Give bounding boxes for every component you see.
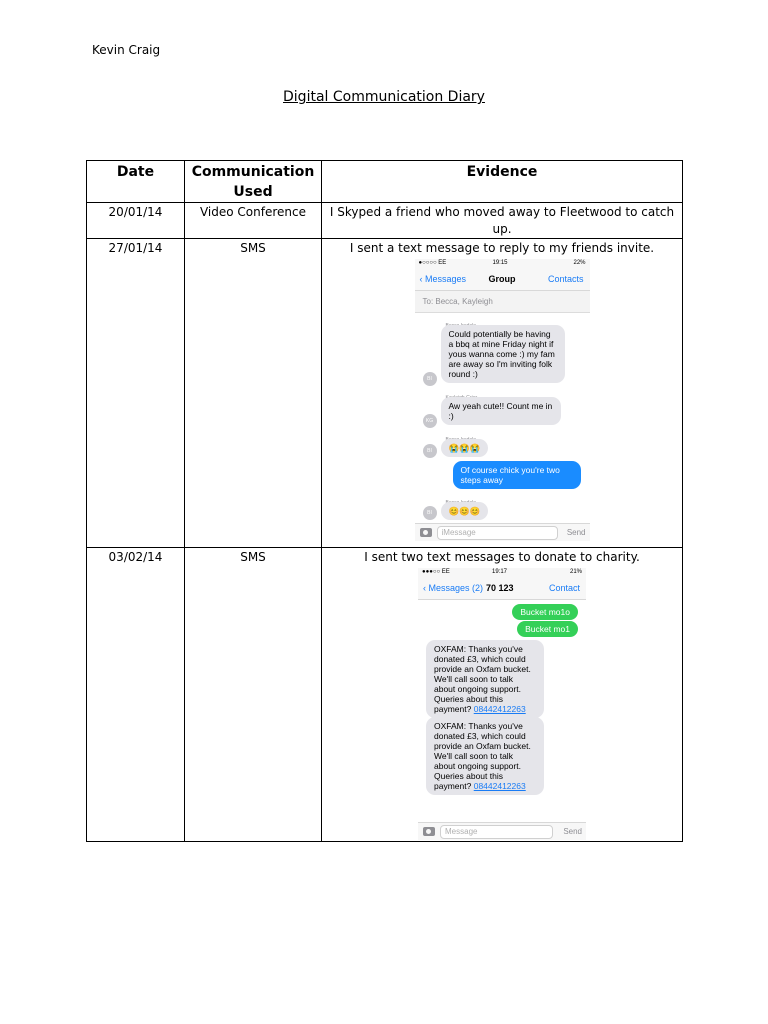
message-bubble: OXFAM: Thanks you've donated £3, which could provide an Oxfam bucket. We'll call soon to talk about ongoing support. Queries about this payment? 08442412263	[426, 640, 544, 718]
nav-bar	[415, 268, 590, 291]
header-communication: Communication Used	[185, 161, 322, 203]
author-name: Kevin Craig	[92, 43, 161, 57]
status-bar	[415, 259, 590, 268]
row-date: 03/02/14	[87, 548, 185, 842]
message-input[interactable]: iMessage	[437, 526, 558, 540]
table-header-row	[87, 161, 683, 203]
battery-level: 22%	[573, 260, 586, 266]
message-bubble: 😊😊😊	[441, 502, 489, 520]
contacts-button[interactable]: Contacts	[547, 274, 584, 284]
avatar: BI	[423, 444, 437, 458]
phone-link[interactable]: 08442412263	[473, 704, 526, 714]
camera-icon[interactable]	[420, 528, 432, 537]
row-method: SMS	[185, 239, 322, 548]
row-evidence: I sent two text messages to donate to charity.	[364, 550, 640, 564]
status-time: 19:15	[492, 260, 508, 266]
carrier-signal: ●●●○○ EE	[422, 569, 450, 575]
message-bubble: Bucket mo1o	[512, 604, 578, 620]
back-button[interactable]: ‹ Messages (2)	[423, 583, 484, 593]
message-bubble: Aw yeah cute!! Count me in :)	[441, 397, 561, 425]
chevron-left-icon: ‹	[423, 583, 429, 593]
row-method: Video Conference	[185, 203, 322, 239]
row-evidence: I sent a text message to reply to my friends invite.	[349, 241, 655, 255]
status-time: 19:17	[492, 569, 508, 575]
send-button[interactable]: Send	[563, 827, 582, 836]
back-button[interactable]: ‹ Messages	[419, 274, 467, 284]
table-row	[87, 548, 683, 842]
chevron-left-icon: ‹	[419, 274, 425, 284]
camera-icon[interactable]	[423, 827, 435, 836]
status-bar	[418, 568, 586, 577]
row-date: 20/01/14	[87, 203, 185, 239]
row-evidence-cell	[322, 548, 683, 842]
header-evidence: Evidence	[322, 161, 683, 203]
header-date: Date	[87, 161, 185, 203]
row-method: SMS	[185, 548, 322, 842]
message-bubble: Could potentially be having a bbq at mine Friday night if yous wanna come :) my fam are away so I'm inviting folk round :)	[441, 325, 565, 383]
row-date: 27/01/14	[87, 239, 185, 548]
carrier-signal: ●○○○○ EE	[418, 260, 447, 266]
avatar: KG	[423, 414, 437, 428]
message-bubble: 😭😭😭	[441, 439, 489, 457]
group-chat-screenshot	[415, 259, 590, 541]
table-row	[87, 239, 683, 548]
avatar: BI	[423, 506, 437, 520]
nav-bar	[418, 577, 586, 600]
conversation-title: 70 123	[486, 583, 514, 593]
compose-bar	[418, 822, 586, 840]
message-bubble: Of course chick you're two steps away	[453, 461, 581, 489]
avatar: BI	[423, 372, 437, 386]
recipients-field: To: Becca, Kayleigh	[415, 291, 590, 313]
message-bubble: OXFAM: Thanks you've donated £3, which could provide an Oxfam bucket. We'll call soon to talk about ongoing support. Queries about this payment? 08442412263	[426, 717, 544, 795]
row-evidence: I Skyped a friend who moved away to Fleetwood to catch up.	[322, 203, 683, 239]
compose-bar	[415, 523, 590, 541]
message-bubble: Bucket mo1	[517, 621, 578, 637]
charity-sms-screenshot	[418, 568, 586, 840]
table-row	[87, 203, 683, 239]
document-title: Digital Communication Diary	[283, 89, 485, 105]
message-input[interactable]: Message	[440, 825, 553, 839]
row-evidence-cell	[322, 239, 683, 548]
battery-level: 21%	[569, 569, 582, 575]
send-button[interactable]: Send	[566, 528, 586, 537]
phone-link[interactable]: 08442412263	[473, 781, 526, 791]
conversation-title: Group	[488, 274, 516, 284]
diary-table	[86, 160, 683, 842]
contact-button[interactable]: Contact	[548, 583, 580, 593]
